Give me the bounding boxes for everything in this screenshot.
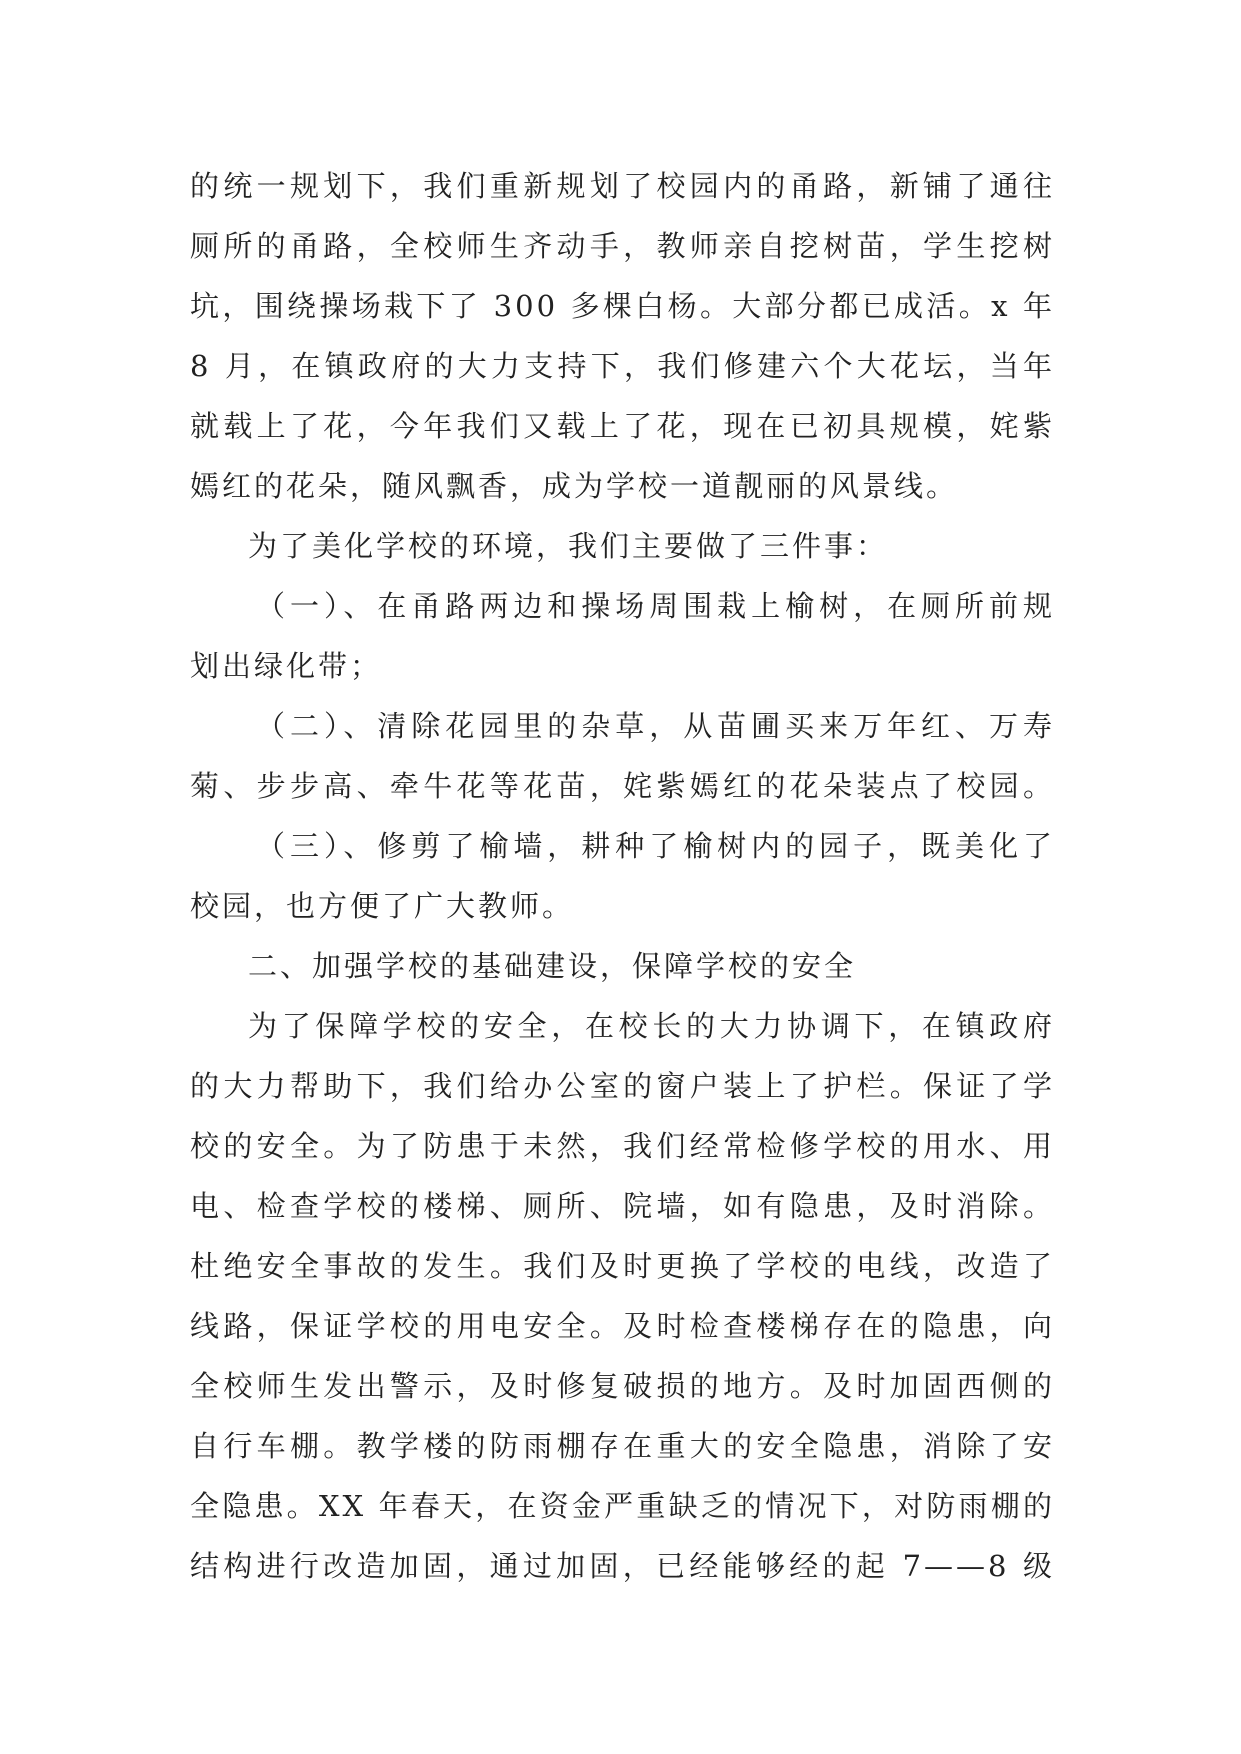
text-line: 校园，也方便了广大教师。: [190, 889, 575, 923]
text-line: 电、检查学校的楼梯、厕所、院墙，如有隐患，及时消除。: [190, 1189, 1055, 1223]
text-line: 杜绝安全事故的发生。我们及时更换了学校的电线，改造了: [190, 1249, 1055, 1283]
text-line: 为了保障学校的安全，在校长的大力协调下，在镇政府: [248, 1009, 1055, 1043]
text-line: 全隐患。XX 年春天，在资金严重缺乏的情况下，对防雨棚的: [190, 1489, 1055, 1523]
section-heading: 二、加强学校的基础建设，保障学校的安全: [248, 949, 857, 983]
text-line: 就载上了花，今年我们又载上了花，现在已初具规模，姹紫: [190, 409, 1055, 443]
document-body: [190, 156, 1055, 1596]
text-line: 自行车棚。教学楼的防雨棚存在重大的安全隐患，消除了安: [190, 1429, 1055, 1463]
text-line: 嫣红的花朵，随风飘香，成为学校一道靓丽的风景线。: [190, 469, 959, 503]
text-line: 的统一规划下，我们重新规划了校园内的甬路，新铺了通往: [190, 169, 1055, 203]
list-item: （三）、修剪了榆墙，耕种了榆树内的园子，既美化了: [256, 829, 1055, 863]
list-item: （一）、在甬路两边和操场周围栽上榆树，在厕所前规: [256, 589, 1055, 623]
text-line: 的大力帮助下，我们给办公室的窗户装上了护栏。保证了学: [190, 1069, 1055, 1103]
paragraph-heading: 为了美化学校的环境，我们主要做了三件事：: [248, 529, 889, 563]
text-line: 全校师生发出警示，及时修复破损的地方。及时加固西侧的: [190, 1369, 1055, 1403]
text-line: 校的安全。为了防患于未然，我们经常检修学校的用水、用: [190, 1129, 1055, 1163]
text-line: 线路，保证学校的用电安全。及时检查楼梯存在的隐患，向: [190, 1309, 1055, 1343]
text-line: 结构进行改造加固，通过加固，已经能够经的起 7——8 级: [190, 1549, 1055, 1583]
text-line: 厕所的甬路，全校师生齐动手，教师亲自挖树苗，学生挖树: [190, 229, 1055, 263]
text-line: 菊、步步高、牵牛花等花苗，姹紫嫣红的花朵装点了校园。: [190, 769, 1055, 803]
list-item: （二）、清除花园里的杂草，从苗圃买来万年红、万寿: [256, 709, 1055, 743]
text-line: 8 月，在镇政府的大力支持下，我们修建六个大花坛，当年: [190, 349, 1055, 383]
text-line: 坑，围绕操场栽下了 300 多棵白杨。大部分都已成活。x 年: [190, 289, 1055, 323]
text-line: 划出绿化带；: [190, 649, 383, 683]
